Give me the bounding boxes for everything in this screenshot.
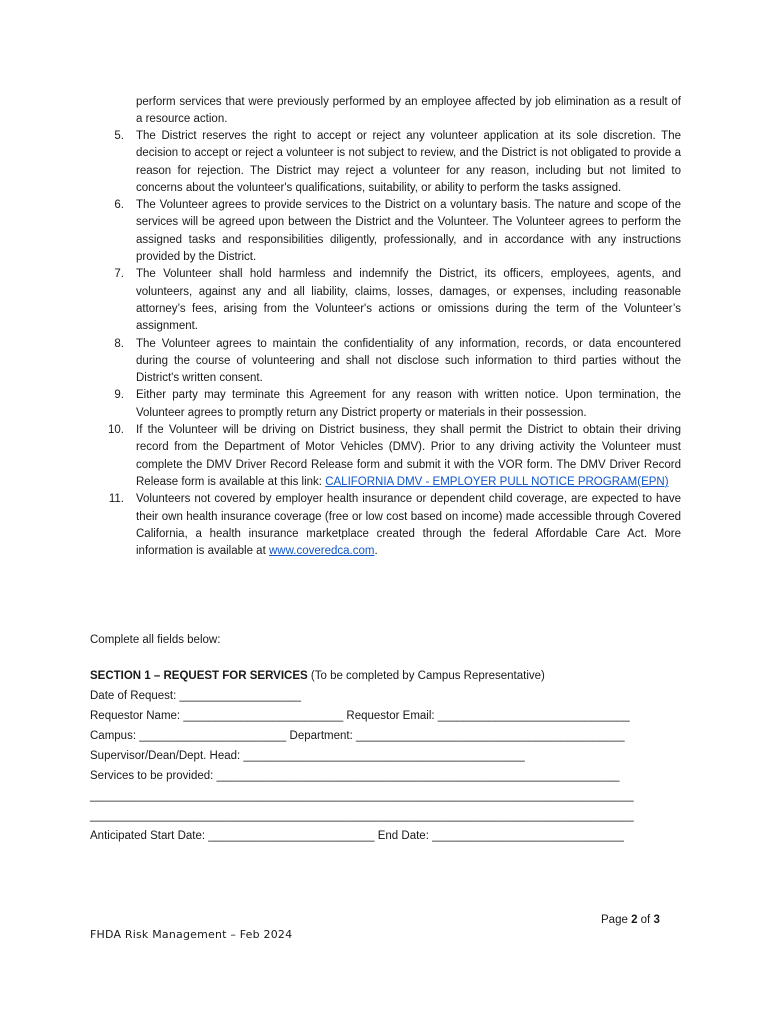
coveredca-link[interactable]: www.coveredca.com: [268, 545, 375, 558]
term-item-11: 11. Volunteers not covered by employer health insurance or dependent child coverage, are expected to have their own health insurance coverage (free or low cost based on income) made accessible through Covered California, a health insurance marketplace created through the federal Affordable Care Act. More information is available at www.coveredca.com.: [108, 493, 681, 558]
start-end-date-fields[interactable]: Anticipated Start Date: __________________________ End Date: ______________________________: [90, 830, 624, 842]
term-item-8: 8. The Volunteer agrees to maintain the confidentiality of any information, records, or data encountered during the course of volunteering and shall not disclose such information to third parties without the District's written consent.: [114, 337, 681, 385]
complete-fields-instruction: Complete all fields below:: [90, 634, 221, 646]
section-1-title: SECTION 1 – REQUEST FOR SERVICES (To be completed by Campus Representative): [90, 670, 545, 682]
term-item-7: 7. The Volunteer shall hold harmless and indemnify the District, its officers, employees, agents, and volunteers, against any and all liability, claims, losses, damages, or expenses, including reasonable attorney’s fees, arising from the Volunteer's actions or omissions during the term of the Volunteer’s assignment.: [114, 268, 681, 333]
terms-list: [90, 128, 681, 560]
term-item-5: 5. The District reserves the right to accept or reject any volunteer application at its sole discretion. The decision to accept or reject a volunteer is not subject to review, and the District is not obligated to provide a reason for rejection. The District may reject a volunteer for any reason, including but not limited to concerns about the volunteer's qualifications, suitability, or ability to perform the tasks assigned.: [114, 130, 681, 194]
requestor-name-email-fields[interactable]: Requestor Name: _________________________ Requestor Email: ______________________________: [90, 710, 630, 722]
term-text: If the Volunteer will be driving on District business, they shall permit the District to obtain their driving record from the Department of Motor Vehicles (DMV). Prior to any driving activity the Volunteer must complete the DMV Driver Record Release form and submit it with the VOR form. The DMV Driver Record Release form is available at this link:: [136, 424, 681, 488]
services-blank-line-2[interactable]: _____________________________________________________________________________________: [90, 810, 634, 822]
term-text: The Volunteer agrees to maintain the confidentiality of any information, records, or data encountered during the course of volunteering and shall not disclose such information to third parties without the District's written consent.: [136, 337, 681, 385]
supervisor-field[interactable]: Supervisor/Dean/Dept. Head: ____________________________________________: [90, 750, 525, 762]
services-blank-line-1[interactable]: _____________________________________________________________________________________: [90, 790, 634, 802]
section-1-request-form: [90, 666, 690, 846]
term-item-6: 6. The Volunteer agrees to provide services to the District on a voluntary basis. The nature and scope of the services will be agreed upon between the District and the Volunteer. The Volunteer agrees to perform the assigned tasks and responsibilities diligently, professionally, and in accordance with any instructions provided by the District.: [114, 199, 681, 264]
dmv-epn-link[interactable]: CALIFORNIA DMV - EMPLOYER PULL NOTICE PROGRAM(EPN): [325, 475, 669, 488]
term-text: The District reserves the right to accept or reject any volunteer application at its sole discretion. The decision to accept or reject a volunteer is not subject to review, and the District is not obligated to provide a reason for rejection. The District may reject a volunteer for any reason, including but not limited to concerns about the volunteer's qualifications, suitability, or ability to perform the tasks assigned.: [136, 130, 681, 194]
page-number: Page 2 of 3: [601, 914, 660, 926]
term-text: The Volunteer shall hold harmless and indemnify the District, its officers, employees, agents, and volunteers, against any and all liability, claims, losses, damages, or expenses, including reasonable attorney’s fees, arising from the Volunteer's actions or omissions during the term of the Volunteer’s assignment.: [136, 268, 681, 333]
term-item-10: 10. If the Volunteer will be driving on District business, they shall permit the District to obtain their driving record from the Department of Motor Vehicles (DMV). Prior to any driving activity the Volunteer must complete the DMV Driver Record Release form and submit it with the VOR form. The DMV Driver Record Release form is available at this link: CALIFORNIA DMV - EMPLOYER PULL NOTICE PROGRAM(EPN): [108, 424, 681, 488]
term-text: The Volunteer agrees to provide services to the District on a voluntary basis. The nature and scope of the services will be agreed upon between the District and the Volunteer. The Volunteer agrees to perform the assigned tasks and responsibilities diligently, professionally, and in accordance with any instructions provided by the District.: [136, 199, 681, 264]
term-item-9: 9. Either party may terminate this Agreement for any reason with written notice. Upon termination, the Volunteer agrees to promptly return any District property or materials in their possession.: [114, 389, 681, 419]
date-of-request-field[interactable]: Date of Request: ___________________: [90, 690, 302, 702]
campus-department-fields[interactable]: Campus: _______________________ Department: __________________________________________: [90, 730, 625, 742]
term-text: Volunteers not covered by employer health insurance or dependent child coverage, are expected to have their own health insurance coverage (free or low cost based on income) made accessible through Covered California, a health insurance marketplace created through the federal Affordable Care Act. More information is available at: [136, 493, 681, 558]
services-field[interactable]: Services to be provided: _______________________________________________________________: [90, 770, 620, 782]
item-4-continuation: perform services that were previously performed by an employee affected by job elimination as a result of a resource action.: [136, 96, 681, 126]
term-text: Either party may terminate this Agreement for any reason with written notice. Upon termination, the Volunteer agrees to promptly return any District property or materials in their possession.: [136, 389, 681, 419]
footer-organization: FHDA Risk Management – Feb 2024: [90, 928, 293, 941]
